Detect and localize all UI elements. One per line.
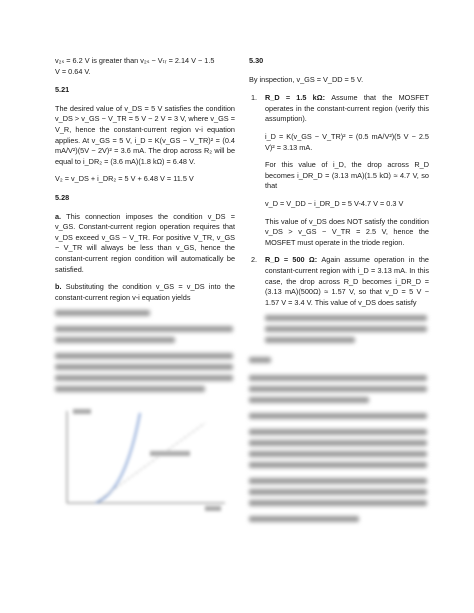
blurred-preview-left xyxy=(55,310,235,392)
item-1-equation-2: v_D = V_DD − i_DR_D = 5 V-4.7 V = 0.3 V xyxy=(265,198,404,208)
section-5-30-intro: By inspection, v_GS = V_DD = 5 V. xyxy=(249,74,364,84)
item-1-paragraph-3: This value of v_DS does NOT satisfy the condition v_DS > v_GS − V_TR = 2.5 V, hence the MOSFET must operate in the triode region. xyxy=(265,216,429,247)
section-heading-5-21: 5.21 xyxy=(55,85,70,95)
list-item xyxy=(249,255,429,308)
left-column xyxy=(55,56,235,517)
item-1-equation-1: i_D = K(v_GS − V_TR)² = (0.5 mA/V²)(5 V − 2.5 V)² = 3.13 mA. xyxy=(265,131,429,152)
part-b-label: b. xyxy=(55,282,62,292)
item-number: 2. xyxy=(251,255,258,265)
right-column xyxy=(249,56,429,527)
numbered-list xyxy=(249,93,429,308)
part-a-body: This connection imposes the condition v_DS = v_GS. Constant-current region operation requires that v_DS exceed v_GS − V_TR. For positive V_TR, v_GS − V_TR will always be less than v_GS, hence the constant-current region condition will automatically be satisfied. xyxy=(55,211,235,274)
section-5-28-part-b xyxy=(55,282,235,303)
blurred-plot xyxy=(55,403,235,513)
section-heading-5-28: 5.28 xyxy=(55,192,70,202)
section-5-28-part-a xyxy=(55,212,235,276)
item-1-paragraph-2: For this value of i_D, the drop across R_D becomes i_DR_D = (3.13 mA)(1.5 kΩ) ≈ 4.7 V, so that xyxy=(265,160,429,191)
blurred-preview-right xyxy=(249,315,429,522)
item-1-label: R_D = 1.5 kΩ: xyxy=(265,93,326,103)
intro-text xyxy=(55,56,235,77)
item-1-text: R_D = 1.5 kΩ: Assume that the MOSFET operates in the constant-current region (verify this assumption). xyxy=(265,93,429,124)
part-a-label: a. xyxy=(55,211,62,221)
item-number: 1. xyxy=(251,93,258,103)
item-2-text: R_D = 500 Ω: Again assume operation in the constant-current region with i_D = 3.13 mA. In this case, the drop across R_D becomes i_DR_D = (3.13 mA)(500Ω) ≈ 1.57 V, so that v_D = 5 V − 1.57 V = 3.4 V. This value of v_DS does satisfy xyxy=(265,255,429,307)
section-5-21-equation: V₂ = v_DS + i_DR₂ = 5 V + 6.48 V = 11.5 V xyxy=(55,174,194,184)
part-b-body: Substituting the condition v_GS = v_DS into the constant-current region v-i equation yields xyxy=(55,282,235,302)
section-5-21-body: The desired value of v_DS = 5 V satisfies the condition v_DS > v_GS − V_TR = 5 V − 2 V = 3 V, where v_GS = V_R, hence the constant-current region v-i equation applies. At v_GS = 5 V, i_D = K(v_GS − V_TR)² = (0.4 mA/V²)(5V − 2V)² = 3.6 mA. The drop across R₂ will be equal to i_DR₂ = (3.6 mA)(1.8 kΩ) = 6.48 V. xyxy=(55,103,235,166)
intro-line-1: v₂ₛ = 6.2 V is greater than v₂ₛ − Vₜᵣ = 2.14 V − 1.5 xyxy=(55,56,215,65)
list-item xyxy=(249,93,429,248)
intro-line-2: V = 0.64 V. xyxy=(55,66,91,76)
item-2-label: R_D = 500 Ω: xyxy=(265,255,318,265)
section-heading-5-30: 5.30 xyxy=(249,56,264,65)
